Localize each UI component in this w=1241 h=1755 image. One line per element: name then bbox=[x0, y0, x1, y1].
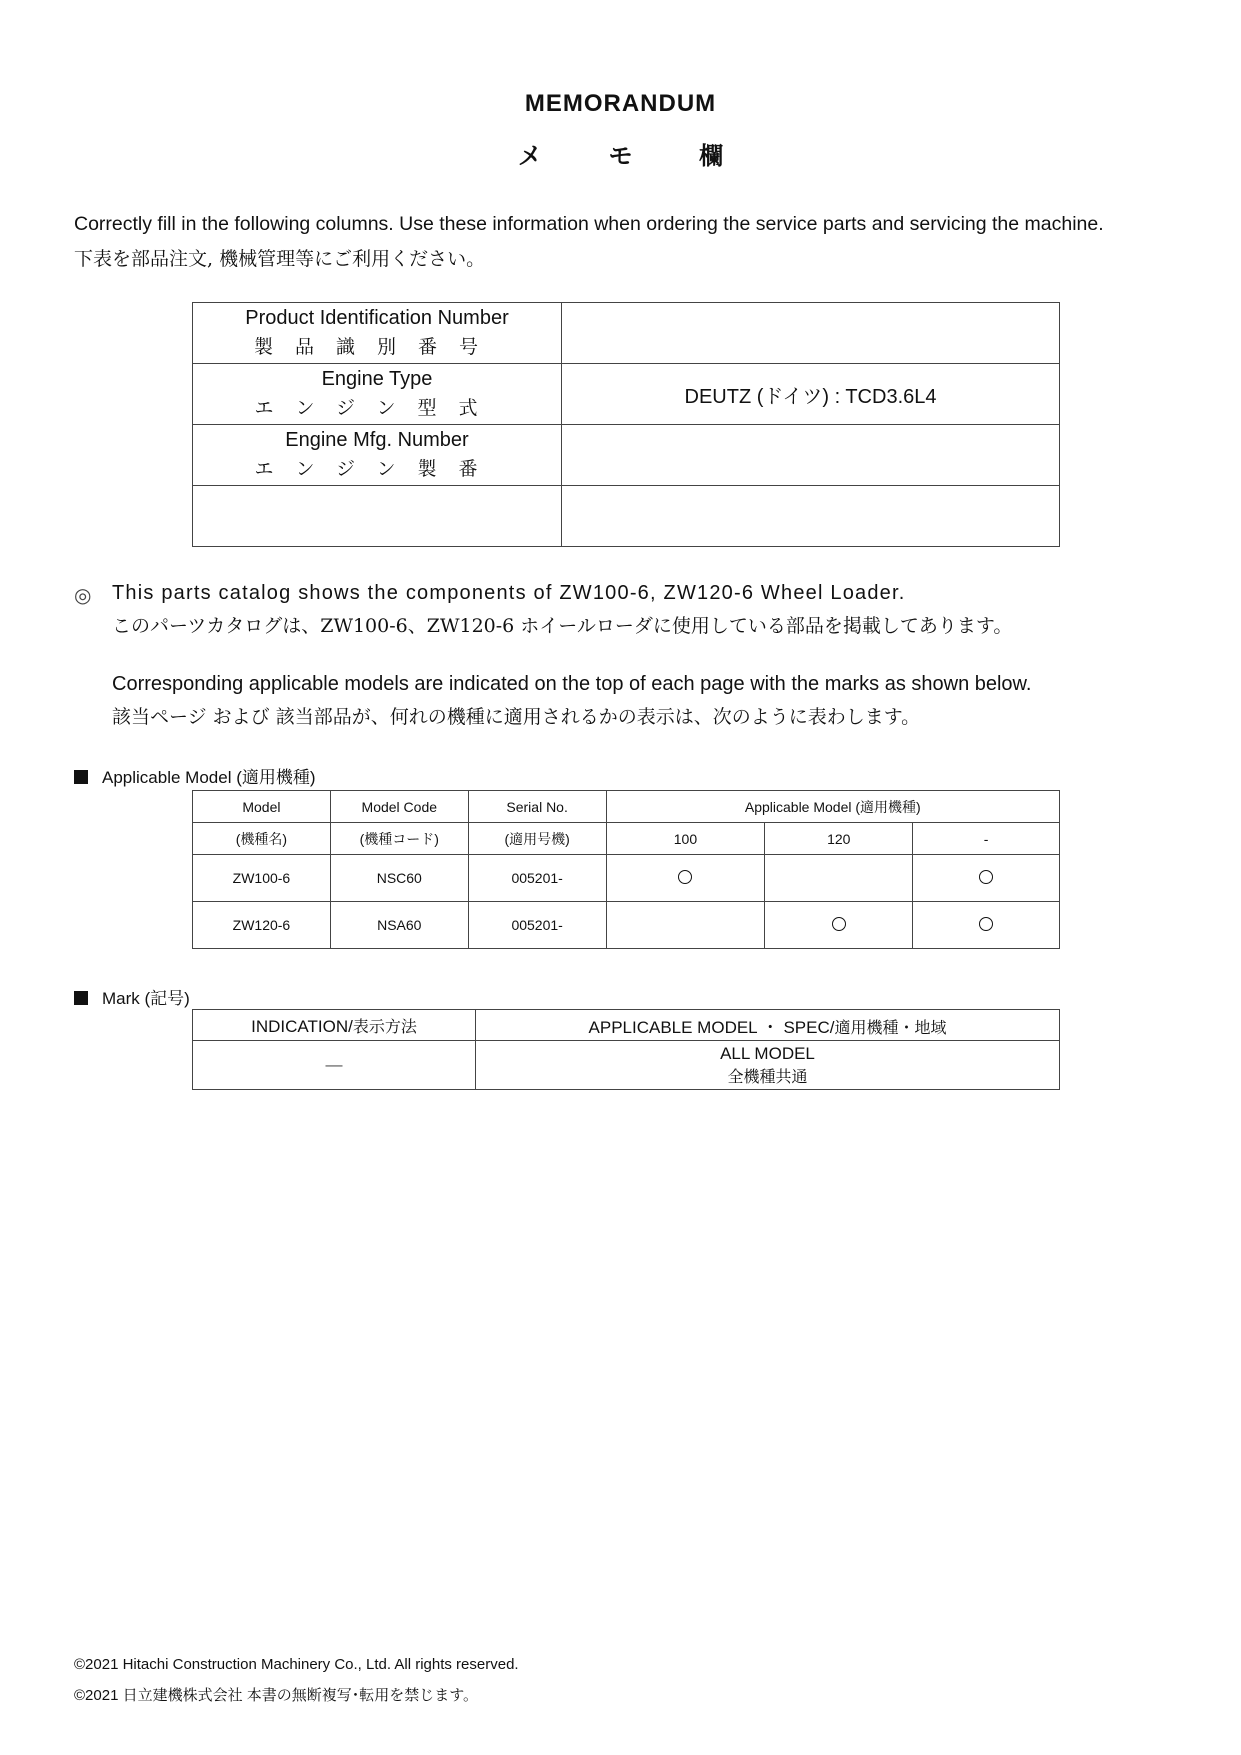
section-title: Mark (記号) bbox=[102, 989, 190, 1008]
indication-dash: — bbox=[193, 1041, 476, 1090]
header-sub-100: 100 bbox=[606, 823, 765, 855]
table-cell-label bbox=[193, 364, 562, 425]
all-model-jp: 全機種共通 bbox=[727, 1066, 808, 1086]
intro-text-jp: 下表を部品注文, 機械管理等にご利用ください。 bbox=[74, 248, 486, 270]
square-bullet-icon bbox=[74, 991, 88, 1005]
label-en: Engine Mfg. Number bbox=[285, 429, 469, 451]
label-jp: 製品識別番号 bbox=[253, 336, 500, 358]
header-serial: Serial No. bbox=[468, 791, 606, 823]
header-sub-dash: - bbox=[913, 823, 1060, 855]
note-text-en: This parts catalog shows the components of ZW100-6, ZW120-6 Wheel Loader. bbox=[112, 582, 906, 604]
cell-mark bbox=[913, 855, 1060, 902]
engine-type-value: DEUTZ (ドイツ) : TCD3.6L4 bbox=[562, 364, 1060, 425]
cell-model: ZW100-6 bbox=[193, 855, 331, 902]
header-model-code: Model Code bbox=[330, 791, 468, 823]
table-cell-label bbox=[193, 425, 562, 486]
table-row bbox=[193, 902, 1060, 949]
header-model: Model bbox=[193, 791, 331, 823]
circle-mark-icon bbox=[678, 870, 692, 884]
cell-mark bbox=[765, 855, 913, 902]
cell-code: NSA60 bbox=[330, 902, 468, 949]
header-indication bbox=[193, 1010, 476, 1041]
header-applicable-jp: 適用機種・地域 bbox=[834, 1017, 947, 1037]
table-header-row bbox=[193, 791, 1060, 823]
circle-mark-icon bbox=[979, 917, 993, 931]
cell-mark bbox=[606, 855, 765, 902]
label-en: Engine Type bbox=[321, 368, 433, 390]
table-row bbox=[193, 425, 1060, 486]
cell-serial: 005201- bbox=[468, 855, 606, 902]
table-row bbox=[193, 855, 1060, 902]
square-bullet-icon bbox=[74, 770, 88, 784]
cell-mark bbox=[765, 902, 913, 949]
circle-mark-icon bbox=[832, 917, 846, 931]
mark-table bbox=[192, 1009, 1060, 1090]
mark-heading bbox=[74, 984, 190, 1009]
table-cell-label bbox=[193, 303, 562, 364]
cell-serial: 005201- bbox=[468, 902, 606, 949]
header-sub-120: 120 bbox=[765, 823, 913, 855]
product-id-field[interactable] bbox=[562, 303, 1060, 364]
table-row bbox=[193, 486, 1060, 547]
header-code-jp: (機種コード) bbox=[330, 823, 468, 855]
header-model-jp: (機種名) bbox=[193, 823, 331, 855]
header-indication-jp: 表示方法 bbox=[352, 1016, 417, 1036]
note-marker: ◎ bbox=[74, 585, 92, 607]
circle-mark-icon bbox=[979, 870, 993, 884]
intro-text-en: Correctly fill in the following columns. Use these information when ordering the service parts and servicing the machine. bbox=[74, 213, 1104, 235]
blank-value-field[interactable] bbox=[562, 486, 1060, 547]
header-applicable bbox=[476, 1010, 1060, 1041]
cell-code: NSC60 bbox=[330, 855, 468, 902]
header-indication-en: INDICATION/ bbox=[251, 1016, 353, 1036]
page-title-jp bbox=[0, 136, 1241, 171]
table-row bbox=[193, 1041, 1060, 1090]
cell-mark bbox=[913, 902, 1060, 949]
table-row bbox=[193, 303, 1060, 364]
note-text-jp: このパーツカタログは、ZW100-6、ZW120-6 ホイールローダに使用している部品を掲載してあります。 bbox=[112, 615, 1013, 637]
table-row bbox=[193, 364, 1060, 425]
label-jp: エンジン製番 bbox=[254, 458, 500, 480]
title-jp-char: モ bbox=[608, 143, 633, 170]
header-serial-jp: (適用号機) bbox=[468, 823, 606, 855]
title-jp-char: メ bbox=[517, 143, 542, 170]
copyright-en: ©2021 Hitachi Construction Machinery Co., Ltd. All rights reserved. bbox=[74, 1656, 519, 1673]
page-title: MEMORANDUM bbox=[524, 90, 717, 117]
label-jp: エンジン型式 bbox=[254, 397, 500, 419]
applicable-model-heading bbox=[74, 763, 316, 788]
header-applicable-model: Applicable Model (適用機種) bbox=[606, 791, 1059, 823]
section-title: Applicable Model (適用機種) bbox=[102, 768, 316, 787]
table-header-row bbox=[193, 1010, 1060, 1041]
header-applicable-en: APPLICABLE MODEL ・ SPEC/ bbox=[588, 1017, 835, 1037]
table-header-row bbox=[193, 823, 1060, 855]
label-en: Product Identification Number bbox=[245, 307, 509, 329]
title-jp-char: 欄 bbox=[699, 143, 724, 170]
all-model-cell bbox=[476, 1041, 1060, 1090]
cell-model: ZW120-6 bbox=[193, 902, 331, 949]
engine-mfg-number-field[interactable] bbox=[562, 425, 1060, 486]
note-models-jp: 該当ページ および 該当部品が、何れの機種に適用されるかの表示は、次のように表わします。 bbox=[112, 706, 921, 728]
note-models-en: Corresponding applicable models are indicated on the top of each page with the marks as shown below. bbox=[112, 673, 1032, 695]
cell-mark bbox=[606, 902, 765, 949]
copyright-jp: ©2021 日立建機株式会社 本書の無断複写･転用を禁じます。 bbox=[74, 1687, 479, 1704]
applicable-model-table bbox=[192, 790, 1060, 949]
all-model-en: ALL MODEL bbox=[720, 1043, 815, 1063]
info-table bbox=[192, 302, 1060, 547]
blank-label-field[interactable] bbox=[193, 486, 562, 547]
